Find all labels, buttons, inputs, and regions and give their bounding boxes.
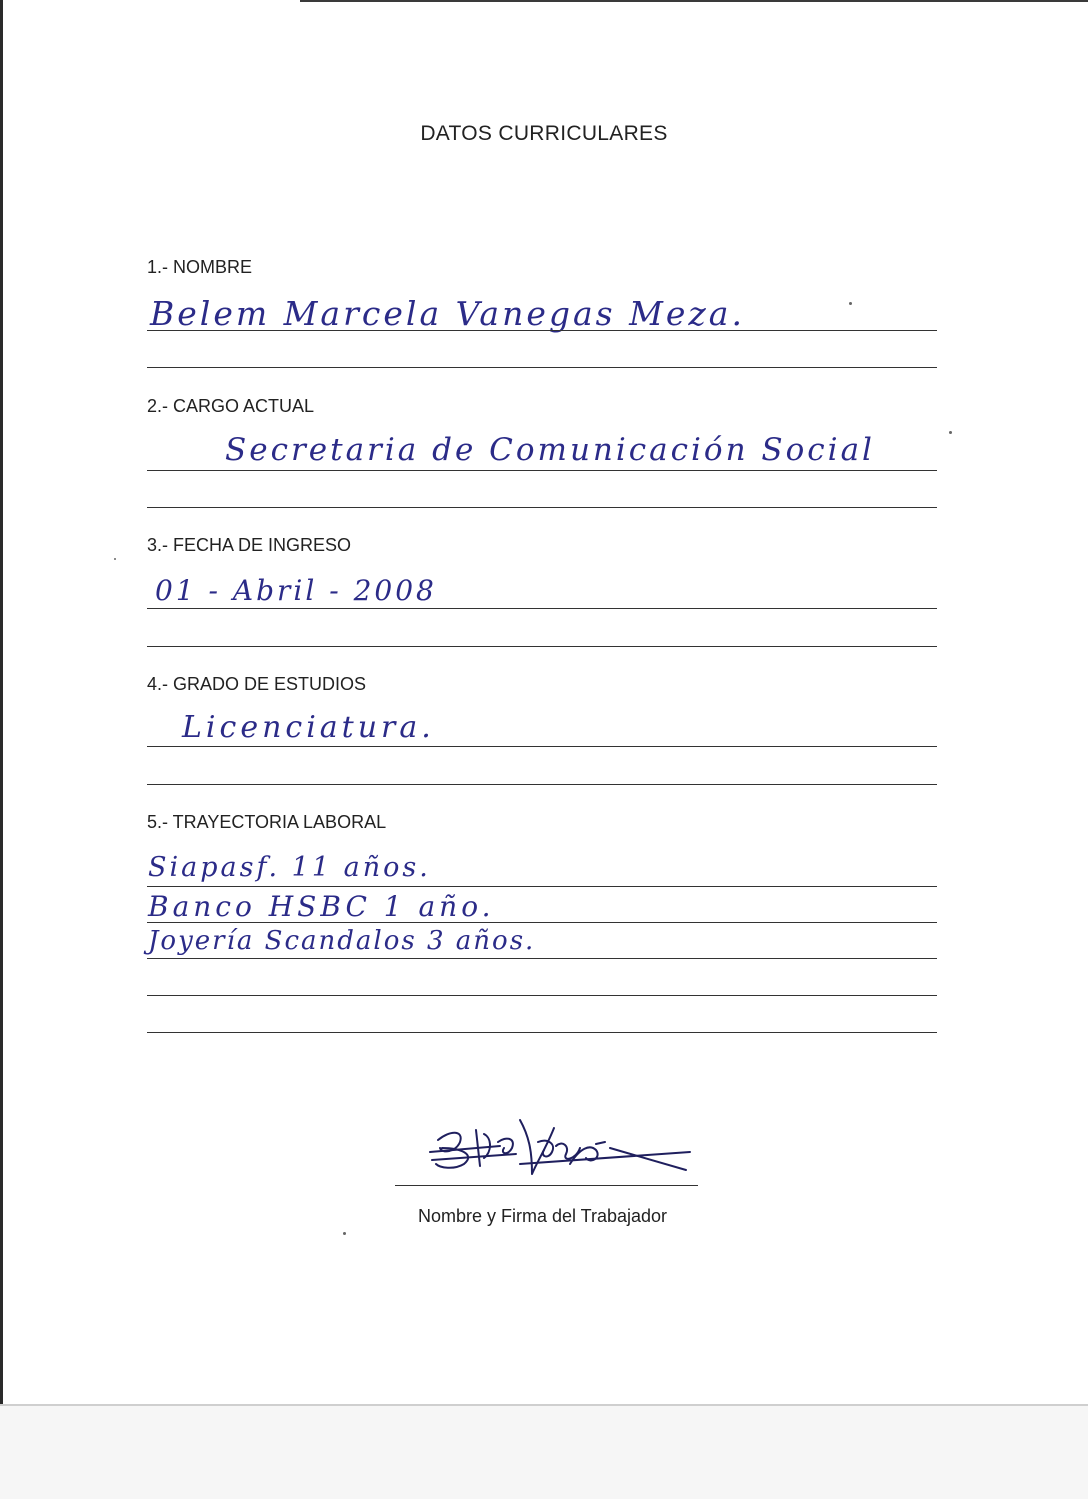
scan-edge-left (0, 0, 3, 1497)
scan-speck (114, 558, 116, 560)
field-rule (147, 367, 937, 368)
field-label-fecha: 3.- FECHA DE INGRESO (147, 535, 352, 555)
field-rule (147, 608, 937, 609)
field-value-grado: Licenciatura. (182, 710, 435, 745)
field-rule (147, 746, 937, 747)
field-rule (147, 330, 937, 331)
field-rule (147, 470, 937, 471)
scan-edge-bottom (0, 1404, 1088, 1499)
scan-speck (949, 431, 952, 434)
signature-image (420, 1108, 700, 1188)
field-label-trayectoria: 5.- TRAYECTORIA LABORAL (147, 812, 387, 832)
field-value-trayectoria-2: Banco HSBC 1 año. (148, 890, 495, 923)
scan-speck (343, 1232, 346, 1235)
field-rule (147, 995, 937, 996)
field-rule (147, 1032, 937, 1033)
scan-edge-top (300, 0, 1088, 2)
field-value-fecha: 01 - Abril - 2008 (155, 574, 437, 607)
field-label-grado: 4.- GRADO DE ESTUDIOS (147, 674, 367, 694)
field-rule (147, 507, 937, 508)
field-rule (147, 646, 937, 647)
document-title: DATOS CURRICULARES (420, 122, 668, 145)
field-value-trayectoria-3: Joyería Scandalos 3 años. (148, 926, 536, 956)
field-rule (147, 958, 937, 959)
field-value-nombre: Belem Marcela Vanegas Meza. (150, 294, 745, 333)
field-value-cargo: Secretaria de Comunicación Social (225, 432, 875, 468)
field-label-nombre: 1.- NOMBRE (147, 257, 253, 277)
field-rule (147, 922, 937, 923)
field-label-cargo: 2.- CARGO ACTUAL (147, 396, 315, 416)
signature-line (395, 1185, 698, 1186)
field-rule (147, 886, 937, 887)
field-value-trayectoria-1: Siapasf. 11 años. (148, 852, 431, 883)
signature-caption: Nombre y Firma del Trabajador (417, 1206, 668, 1226)
field-rule (147, 784, 937, 785)
scan-speck (849, 302, 852, 305)
